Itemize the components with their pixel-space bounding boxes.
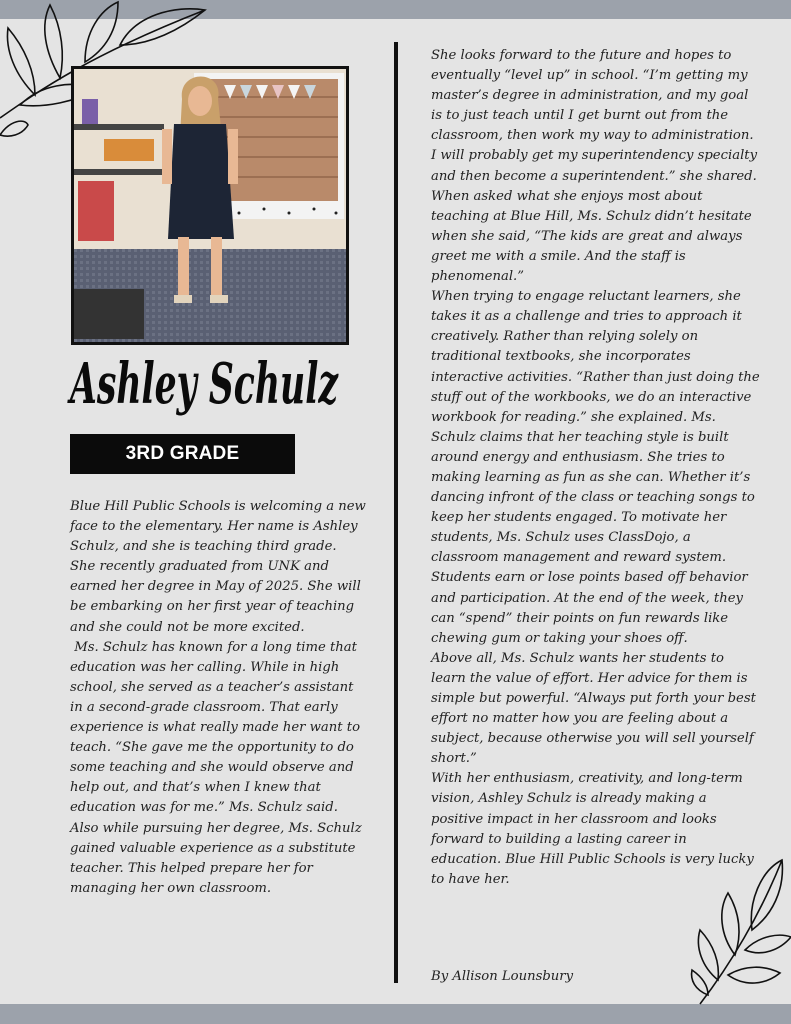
svg-text:Ashley Schulz: Ashley Schulz <box>66 351 339 417</box>
paragraph: Also while pursuing her degree, Ms. Schulz gained valuable experience as a substitute teacher. This helped prepare her for managing her own classroom. <box>70 820 362 896</box>
paragraph: When asked what she enjoys most about teaching at Blue Hill, Ms. Schulz didn’t hesitate when she said, “The kids are great and always greet me with a smile. And the staff is phenomenal.” <box>431 188 752 285</box>
paragraph: Above all, Ms. Schulz wants her students to learn the value of effort. Her advice for them is simple but powerful. “Always put forth your best effort no matter how you are feeling about a subject, because otherwise you will sell yourself short.” <box>431 650 756 767</box>
article-left-column <box>70 497 366 899</box>
leaf-branch-icon <box>690 855 791 1004</box>
bottom-band <box>0 1004 791 1024</box>
byline: By Allison Lounsbury <box>431 969 574 984</box>
article-right-column <box>431 46 761 890</box>
paragraph: When trying to engage reluctant learners, she takes it as a challenge and tries to approach it creatively. Rather than relying solely on traditional textbooks, she incorporates interactive activities. “Rather than just doing the stuff out of the workbooks, we do an interactive workbook for reading.” she explained. Ms. Schulz claims that her teaching style is built around energy and enthusiasm. She tries to making learning as fun as she can. Whether it’s dancing infront of the class or teaching songs to keep her students engaged. To motivate her students, Ms. Schulz uses ClassDojo, a classroom management and reward system. Students earn or lose points based off behavior and participation. At the end of the week, they can “spend” their points on fun rewards like chewing gum or taking your shoes off. <box>431 289 760 646</box>
paragraph: With her enthusiasm, creativity, and long-term vision, Ashley Schulz is already making a positive impact in her classroom and looks forward to building a lasting career in education. Blue Hill Public Schools is very lucky to have her. <box>431 771 754 887</box>
grade-text: 3RD GRADE <box>125 443 240 464</box>
grade-label <box>70 434 295 474</box>
teacher-name <box>66 345 390 435</box>
column-divider <box>394 42 398 983</box>
paragraph: She looks forward to the future and hopes to eventually “level up” in school. “I’m getting my master’s degree in administration, and my goal is to just teach until I get burnt out from the classroom, then work my way to administration. I will probably get my superintendency specialty and then become a superintendent.” she shared. <box>431 48 758 184</box>
teacher-photo <box>71 66 349 345</box>
paragraph: Ms. Schulz has known for a long time that education was her calling. While in high school, she served as a teacher’s assistant in a second-grade classroom. That early experience is what really made her want to teach. “She gave me the opportunity to do some teaching and she would observe and help out, and that’s when I knew that education was for me.” Ms. Schulz said. <box>70 639 361 816</box>
paragraph: Blue Hill Public Schools is welcoming a new face to the elementary. Her name is Ashley Schulz, and she is teaching third grade. She recently graduated from UNK and earned her degree in May of 2025. She will be embarking on her first year of teaching and she could not be more excited. <box>70 499 366 635</box>
